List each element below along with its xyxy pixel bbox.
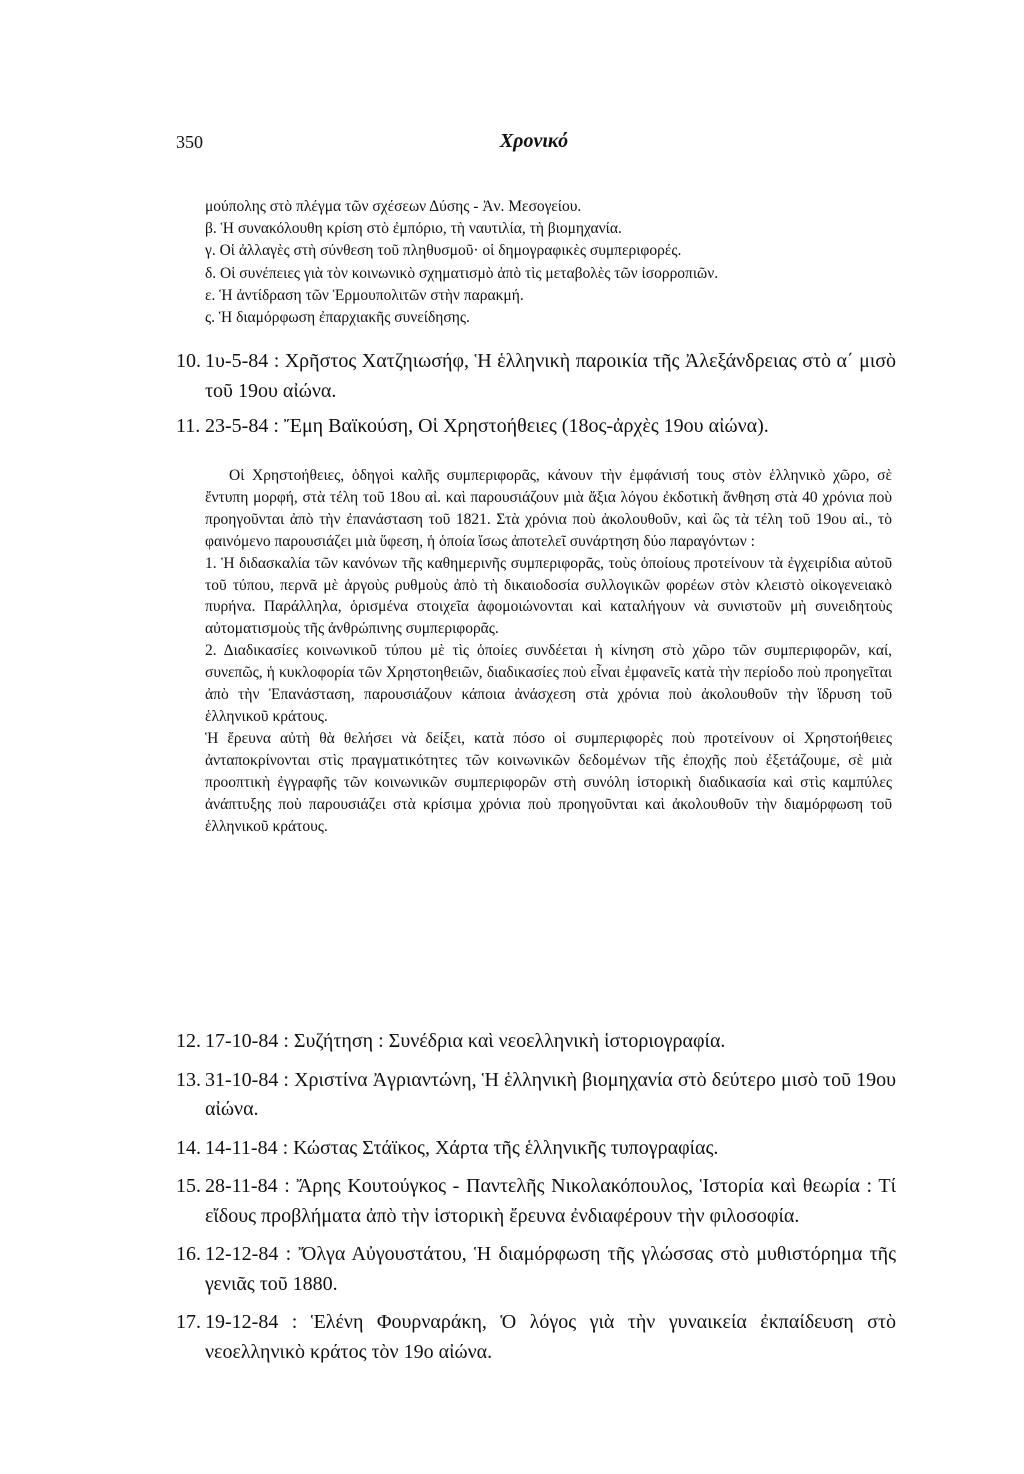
abstract-point-2: 2. Διαδικασίες κοινωνικοῦ τύπου μὲ τὶς ὁποίες συνδέεται ἡ κίνηση στὸ χῶρο τῶν συμπεριφορῶν, καί, συνεπῶς, ἡ κυκλοφορία τῶν Χρηστοηθειῶν, διαδικασίες ποὺ εἶναι ἐμφανεῖς κατὰ τὴν περίοδο ποὺ προηγεῖται ἀπὸ τὴν Ἐπανάσταση, παρουσιάζουν κάποια ἀνάσχεση στὰ χρόνια ποὺ ἀκολουθοῦν τὴν ἵδρυση τοῦ ἑλληνικοῦ κράτους.: [205, 642, 892, 725]
entry-text: 1υ-5-84 : Χρῆστος Χατζηιωσήφ, Ἡ ἑλληνικὴ παροικία τῆς Ἀλεξάνδρειας στὸ α΄ μισὸ τοῦ 19ου αἰώνα.: [205, 350, 896, 402]
intro-line: ε. Ἡ ἀντίδραση τῶν Ἑρμουπολιτῶν στὴν παρακμή.: [205, 286, 524, 304]
lecture-entry: [176, 1308, 896, 1367]
intro-line: μούπολης στὸ πλέγμα τῶν σχέσεων Δύσης - Ἀν. Μεσογείου.: [205, 198, 582, 215]
running-title: Χρονικό: [499, 130, 569, 152]
lecture-entry: [176, 1240, 896, 1299]
intro-line: γ. Οἱ ἀλλαγὲς στὴ σύνθεση τοῦ πληθυσμοῦ· οἱ δημογραφικὲς συμπεριφορές.: [205, 242, 682, 260]
entry-text: 17-10-84 : Συζήτηση : Συνέδρια καὶ νεοελληνικὴ ἱστοριογραφία.: [205, 1030, 726, 1052]
entries-top: [176, 347, 896, 442]
entries-bottom: [176, 1027, 896, 1367]
intro-line: β. Ἡ συνακόλουθη κρίση στὸ ἐμπόριο, τὴ ναυτιλία, τὴ βιομηχανία.: [205, 220, 622, 238]
abstract-conclusion: Ἡ ἔρευνα αὐτὴ θὰ θελήσει νὰ δείξει, κατὰ πόσο οἱ συμπεριφορὲς ποὺ προτείνουν οἱ Χρηστοήθειες ἀνταποκρίνονται στὶς πραγματικότητες τῶν κοινωνικῶν δεδομένων τῆς ἐποχῆς ποὺ ἐξετάζουμε, σὲ μιὰ προοπτικὴ ἐγγραφῆς τῶν κοινωνικῶν συμπεριφορῶν στὴ συνόλη ἱστορικὴ διαδικασία καὶ στὶς καμπύλες ἀνάπτυξης ποὺ παρουσιάζει στὰ κρίσιμα χρόνια ποὺ προηγοῦνται καὶ ἀκολουθοῦν τὴν διαμόρφωση τοῦ ἑλληνικοῦ κράτους.: [205, 729, 892, 835]
intro-line: ς. Ἡ διαμόρφωση ἐπαρχιακῆς συνείδησης.: [205, 309, 470, 327]
page-header: [176, 132, 892, 162]
lecture-entry: [176, 1172, 896, 1231]
entry-text: 14-11-84 : Κώστας Στάϊκος, Χάρτα τῆς ἑλληνικῆς τυπογραφίας.: [205, 1136, 719, 1159]
entry-text: 28-11-84 : Ἄρης Κουτούγκος - Παντελῆς Νικολακόπουλος, Ἱστορία καὶ θεωρία : Τί εἴδους προβλήματα ἀπὸ τὴν ἱστορικὴ ἔρευνα ἐνδιαφέρουν τὴν φιλοσοφία.: [205, 1175, 896, 1227]
intro-line: δ. Οἱ συνέπειες γιὰ τὸν κοινωνικὸ σχηματισμὸ ἀπὸ τὶς μεταβολὲς τῶν ἰσορροπιῶν.: [205, 264, 719, 282]
entry-text: 23-5-84 : Ἔμη Βαϊκούση, Οἱ Χρηστοήθειες (18ος-ἀρχὲς 19ου αἰώνα).: [205, 415, 769, 437]
abstract: [205, 465, 892, 837]
lecture-entry: [176, 1066, 896, 1125]
lecture-entry: [176, 347, 896, 406]
entry-number: 10.: [176, 350, 201, 372]
entry-text: 31-10-84 : Χριστίνα Ἀγριαντώνη, Ἡ ἑλληνικὴ βιομηχανία στὸ δεύτερο μισὸ τοῦ 19ου αἰώνα.: [205, 1068, 896, 1120]
entry-number: 17.: [176, 1311, 201, 1333]
entry-number: 14.: [176, 1136, 201, 1159]
entry-number: 15.: [176, 1175, 201, 1197]
entry-number: 13.: [176, 1068, 201, 1091]
entry-text: 19-12-84 : Ἑλένη Φουρναράκη, Ὁ λόγος γιὰ τὴν γυναικεία ἐκπαίδευση στὸ νεοελληνικὸ κράτος τὸν 19ο αἰώνα.: [205, 1311, 896, 1363]
abstract-paragraph: Οἱ Χρηστοήθειες, ὁδηγοὶ καλῆς συμπεριφορᾶς, κάνουν τὴν ἐμφάνισή τους στὸν ἑλληνικὸ χῶρο, σὲ ἔντυπη μορφή, στὰ τέλη τοῦ 18ου αἰ. καὶ παρουσιάζουν μιὰ ἄξια λόγου ἐκδοτικὴ ἄνθηση στὰ 40 χρόνια ποὺ προηγοῦνται ἀπὸ τὴν ἐπανάσταση τοῦ 1821. Στὰ χρόνια ποὺ ἀκολουθοῦν, καὶ ὣς τὰ τέλη τοῦ 19ου αἰ., τὸ φαινόμενο παρουσιάζει μιὰ ὕφεση, ἡ ὁποία ἴσως ἀποτελεῖ συνάρτηση δύο παραγόντων :: [205, 467, 892, 550]
lecture-entry: [176, 1027, 896, 1057]
entry-number: 16.: [176, 1243, 201, 1265]
entry-number: 11.: [176, 415, 201, 437]
entry-text: 12-12-84 : Ὄλγα Αὐγουστάτου, Ἡ διαμόρφωση τῆς γλώσσας στὸ μυθιστόρημα τῆς γενιᾶς τοῦ 1880.: [205, 1243, 896, 1295]
lecture-entry: [176, 1134, 896, 1164]
page-number: 350: [176, 132, 203, 152]
abstract-point-1: 1. Ἡ διδασκαλία τῶν κανόνων τῆς καθημερινῆς συμπεριφορᾶς, τοὺς ὁποίους προτείνουν τὰ ἐγχειρίδια αὐτοῦ τοῦ τύπου, περνᾶ μὲ ἀργοὺς ρυθμοὺς ἀπὸ τὴ δικαιοδοσία συλλογικῶν φορέων στὸν κλειστὸ οἰκογενειακὸ πυρήνα. Παράλληλα, ὁρισμένα στοιχεῖα ἀφομοιώνονται καὶ καταλήγουν νὰ συνιστοῦν μὴ συνειδητοὺς αὐτοματισμοὺς τῆς ἀνθρώπινης συμπεριφορᾶς.: [205, 554, 892, 638]
entry-number: 12.: [176, 1030, 201, 1052]
intro-list: [205, 196, 885, 329]
lecture-entry: [176, 412, 896, 442]
